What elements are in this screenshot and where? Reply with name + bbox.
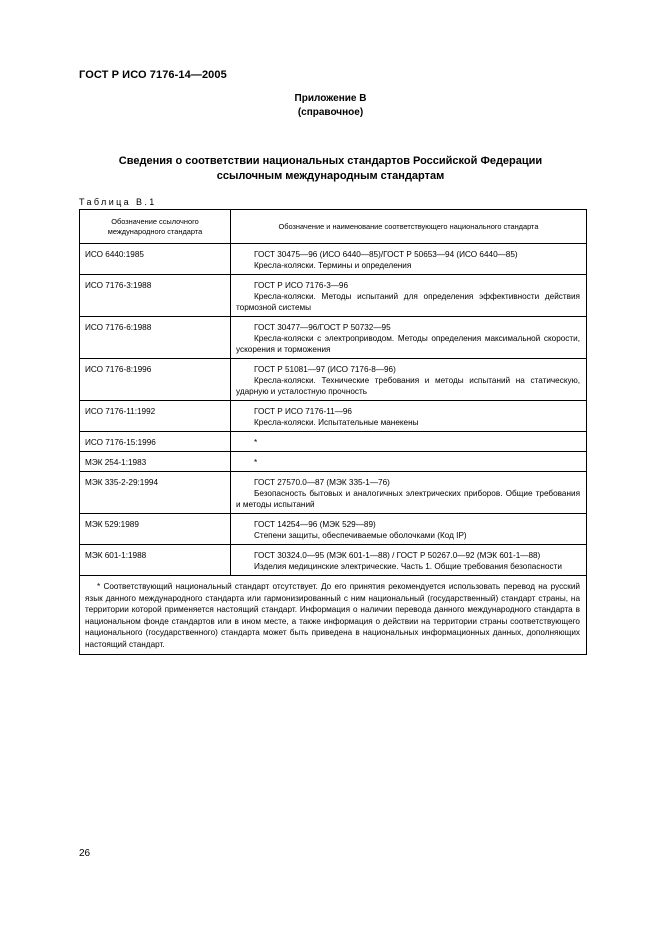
- appendix-title: Приложение В: [294, 93, 367, 104]
- table-row: [80, 275, 587, 317]
- section-title-line-1: Сведения о соответствии национальных стандартов Российской Федерации: [118, 155, 543, 167]
- national-standard-title: Кресла-коляски с электроприводом. Методы определения максимальной скорости, ускорения и торможения: [236, 334, 580, 354]
- table-row: [80, 432, 587, 452]
- national-standard-title: Кресла-коляски. Методы испытаний для определения эффективности действия тормозной системы: [236, 292, 580, 312]
- table-row: [80, 452, 587, 472]
- national-standard-designation: ГОСТ Р ИСО 7176-11—96: [254, 407, 352, 416]
- national-standard-title: Изделия медицинские электрические. Часть 1. Общие требования безопасности: [254, 562, 562, 571]
- national-standard-title: Кресла-коляски. Термины и определения: [254, 261, 412, 270]
- international-standard-code: МЭК 335-2-29:1994: [80, 472, 231, 514]
- table-footnote: * Соответствующий национальный стандарт отсутствует. До его принятия рекомендуется использовать перевод на русский язык данного международного стандарта или гармонизированный с ним национальный (государственный) стандарт страны, на территории которой применяется настоящий стандарт. Информация о наличии перевода данного международного стандарта в национальном фонде стандартов или в ином месте, а также информация о действии на территории страны соответствующего национального (государственного) стандарта может быть приведена в национальных информационных данных, дополняющих настоящий стандарт.: [85, 582, 580, 649]
- national-standard-designation: ГОСТ 27570.0—87 (МЭК 335-1—76): [254, 478, 390, 487]
- national-standard-cell: [231, 359, 587, 401]
- national-standard-title: Степени защиты, обеспечиваемые оболочками (Код IP): [254, 531, 467, 540]
- table-footnote-cell: [80, 576, 587, 655]
- footnote-marker: *: [254, 458, 258, 467]
- table-row: [80, 244, 587, 275]
- table-footnote-row: [80, 576, 587, 655]
- national-standard-cell: [231, 545, 587, 576]
- national-standard-title: Безопасность бытовых и аналогичных электрических приборов. Общие требования и методы испытаний: [236, 489, 580, 509]
- table-row: [80, 514, 587, 545]
- column-header-national: Обозначение и наименование соответствующего национального стандарта: [231, 210, 587, 244]
- table-header-row: [80, 210, 587, 244]
- table-row: [80, 359, 587, 401]
- table-row: [80, 472, 587, 514]
- table-row: [80, 401, 587, 432]
- table-caption: Таблица В.1: [79, 197, 157, 207]
- national-standard-designation: ГОСТ 30477—96/ГОСТ Р 50732—95: [254, 323, 391, 332]
- national-standard-cell: [231, 401, 587, 432]
- national-standard-cell: [231, 472, 587, 514]
- international-standard-code: МЭК 529:1989: [80, 514, 231, 545]
- national-standard-designation: ГОСТ 14254—96 (МЭК 529—89): [254, 520, 376, 529]
- national-standard-cell: [231, 452, 587, 472]
- page-number: 26: [79, 848, 91, 859]
- standards-correspondence-table: [79, 209, 587, 655]
- table-row: [80, 317, 587, 359]
- international-standard-code: ИСО 6440:1985: [80, 244, 231, 275]
- national-standard-designation: ГОСТ Р 51081—97 (ИСО 7176-8—96): [254, 365, 396, 374]
- national-standard-designation: ГОСТ 30475—96 (ИСО 6440—85)/ГОСТ Р 50653—94 (ИСО 6440—85): [254, 250, 518, 259]
- national-standard-cell: [231, 432, 587, 452]
- column-header-international: Обозначение ссылочного международного стандарта: [80, 210, 231, 244]
- international-standard-code: ИСО 7176-11:1992: [80, 401, 231, 432]
- appendix-subtitle: (справочное): [297, 107, 364, 118]
- document-code-header: ГОСТ Р ИСО 7176-14—2005: [79, 69, 227, 81]
- section-title: [0, 154, 661, 184]
- international-standard-code: ИСО 7176-8:1996: [80, 359, 231, 401]
- national-standard-title: Кресла-коляски. Технические требования и методы испытаний на статическую, ударную и усталостную прочность: [236, 376, 580, 396]
- international-standard-code: МЭК 601-1:1988: [80, 545, 231, 576]
- appendix-heading: [0, 92, 661, 120]
- national-standard-title: Кресла-коляски. Испытательные манекены: [254, 418, 419, 427]
- national-standard-cell: [231, 317, 587, 359]
- international-standard-code: МЭК 254-1:1983: [80, 452, 231, 472]
- national-standard-cell: [231, 514, 587, 545]
- table-row: [80, 545, 587, 576]
- national-standard-designation: ГОСТ 30324.0—95 (МЭК 601-1—88) / ГОСТ Р 50267.0—92 (МЭК 601-1—88): [254, 551, 541, 560]
- national-standard-cell: [231, 275, 587, 317]
- footnote-marker: *: [254, 438, 258, 447]
- international-standard-code: ИСО 7176-3:1988: [80, 275, 231, 317]
- national-standard-designation: ГОСТ Р ИСО 7176-3—96: [254, 281, 349, 290]
- national-standard-cell: [231, 244, 587, 275]
- international-standard-code: ИСО 7176-15:1996: [80, 432, 231, 452]
- international-standard-code: ИСО 7176-6:1988: [80, 317, 231, 359]
- section-title-line-2: ссылочным международным стандартам: [216, 170, 445, 182]
